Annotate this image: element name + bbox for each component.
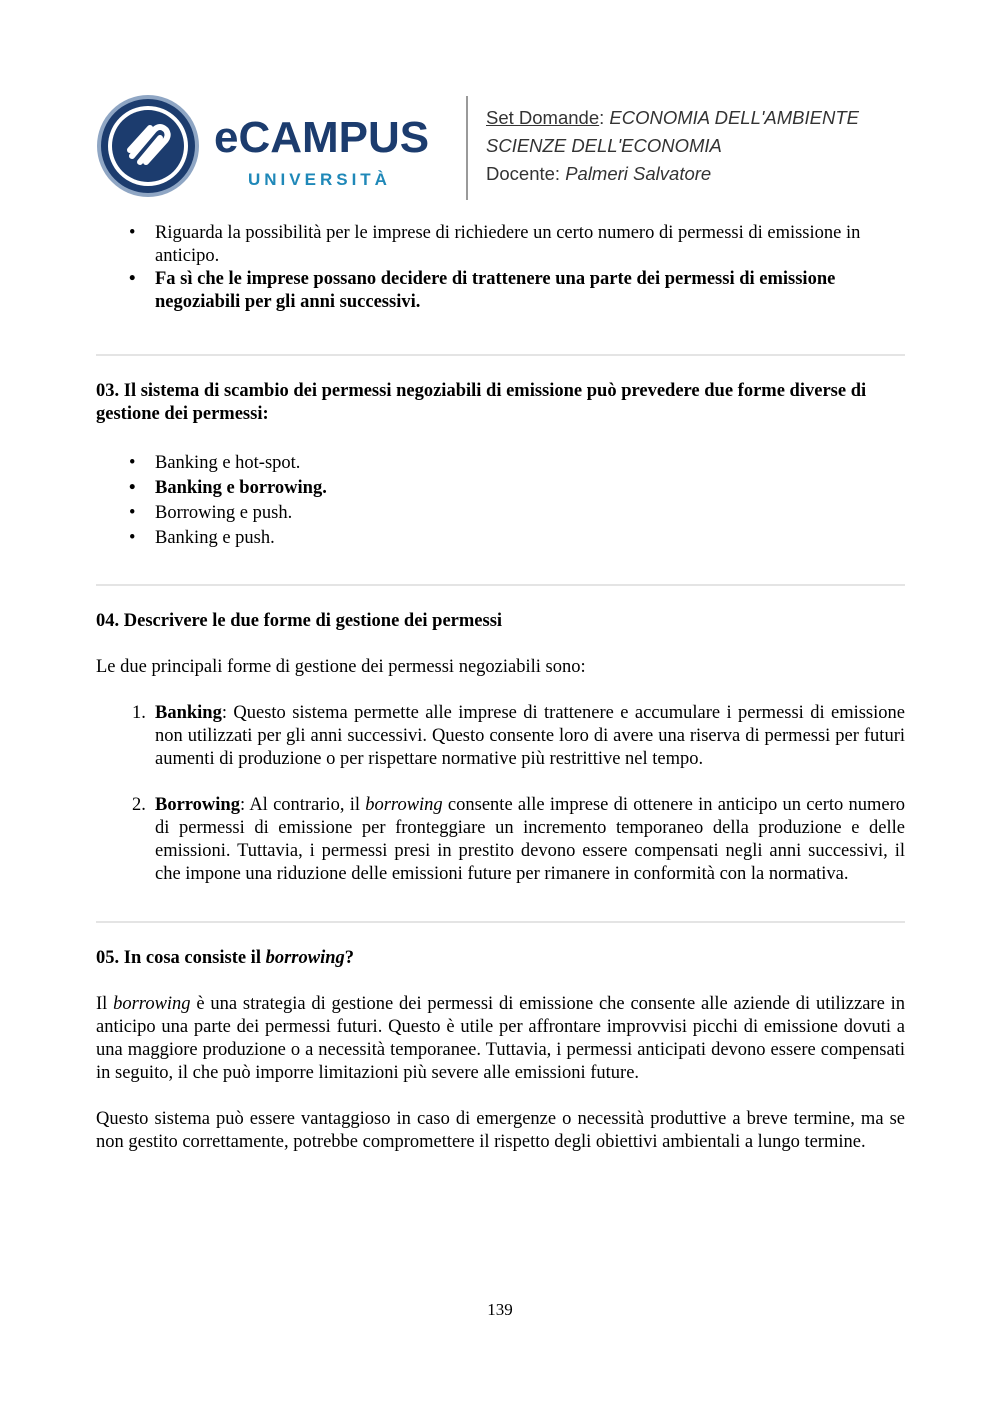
q05-paragraph-1: Il borrowing è una strategia di gestione dei permessi di emissione che consente alle aziende di utilizzare in anticipo una parte dei permessi futuri. Questo è utile per affrontare improvvisi picchi di emissione dovuti a una maggiore produzione o a necessità temporanee. Tuttavia, i permessi anticipati devono essere compensati in seguito, il che può imporre limitazioni più severe alle emissioni future. — [96, 994, 905, 1083]
set-label: Set Domande — [486, 107, 600, 128]
list-item: • Banking e push. — [129, 528, 275, 548]
list-item: • Borrowing e push. — [129, 503, 293, 523]
list-item: • Banking e hot-spot. — [129, 453, 301, 473]
subtitle-line — [486, 132, 859, 160]
list-item-correct: • Fa sì che le imprese possano decidere di trattenere una parte dei permessi di emissione negoziabili per gli anni successivi. — [129, 269, 836, 312]
ecampus-seal-icon — [96, 94, 200, 198]
docente-value: Palmeri Salvatore — [565, 163, 712, 184]
page-header — [96, 94, 916, 202]
docente-label: Docente — [486, 163, 555, 184]
header-info — [486, 104, 859, 188]
q04-list — [96, 702, 905, 886]
page-number: 139 — [487, 1300, 513, 1319]
q02-options — [96, 222, 905, 314]
set-value: ECONOMIA DELL'AMBIENTE — [609, 107, 859, 128]
list-item-correct: • Banking e borrowing. — [129, 478, 327, 498]
list-item: 2. Borrowing: Al contrario, il borrowing consente alle imprese di ottenere in anticipo un certo numero di permessi di emissione per fronteggiare un incremento temporaneo della produzione e delle emissioni. Tuttavia, i permessi presi in prestito devono essere compensati negli anni successivi, il che impone una riduzione delle emissioni future per rimanere in conformità con la normativa. — [132, 795, 905, 884]
list-item: • Riguarda la possibilità per le imprese di richiedere un certo numero di permessi di emissione in anticipo. — [129, 223, 861, 266]
q03-options — [96, 452, 905, 550]
q04-intro: Le due principali forme di gestione dei permessi negoziabili sono: — [96, 657, 586, 677]
q05-paragraph-2: Questo sistema può essere vantaggioso in caso di emergenze o necessità produttive a breve termine, ma se non gestito correttamente, potrebbe compromettere il rispetto degli obiettivi ambientali a lungo termine. — [96, 1109, 905, 1152]
docente-line: Docente: Palmeri Salvatore — [486, 163, 712, 184]
logo-subtitle: UNIVERSITÀ — [248, 170, 391, 189]
header-divider — [466, 96, 468, 200]
course-subtitle: SCIENZE DELL'ECONOMIA — [486, 135, 722, 156]
question-05: 05. In cosa consiste il borrowing? — [96, 948, 355, 968]
bullet: • — [129, 269, 136, 289]
question-04: 04. Descrivere le due forme di gestione dei permessi — [96, 611, 503, 631]
list-item: 1. Banking: Questo sistema permette alle imprese di trattenere e accumulare i permessi di emissione non utilizzati per gli anni successivi. Questo consente loro di avere una riserva di permessi per futuri aumenti di produzione o per rispettare normative più restrittive nel tempo. — [132, 703, 905, 769]
bullet: • — [129, 223, 136, 243]
question-03: 03. Il sistema di scambio dei permessi negoziabili di emissione può prevedere due forme diverse di gestione dei permessi: — [96, 381, 867, 424]
set-line: Set Domande: ECONOMIA DELL'AMBIENTE — [486, 107, 859, 128]
logo-wordmark: eCAMPUS — [214, 113, 430, 162]
page-content — [96, 222, 905, 1154]
